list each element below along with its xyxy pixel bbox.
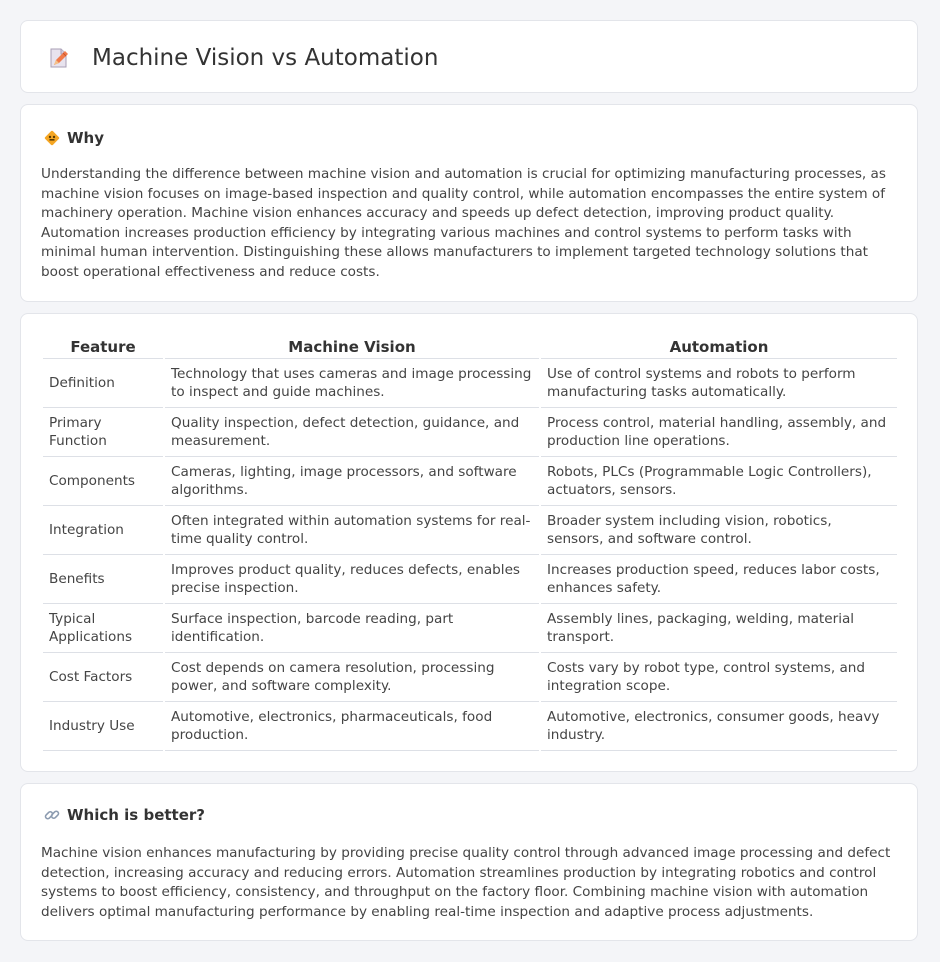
automation-cell: Costs vary by robot type, control systems, and integration scope. (541, 653, 897, 702)
automation-cell: Increases production speed, reduces labor costs, enhances safety. (541, 555, 897, 604)
feature-cell: Integration (43, 506, 163, 555)
diamond-sign-icon (43, 129, 61, 147)
link-icon (43, 806, 61, 824)
feature-cell: Industry Use (43, 702, 163, 751)
feature-cell: Primary Function (43, 408, 163, 457)
automation-cell: Broader system including vision, robotics, sensors, and software control. (541, 506, 897, 555)
table-row (43, 359, 897, 408)
header-card (20, 20, 918, 93)
table-row (43, 457, 897, 506)
automation-cell: Assembly lines, packaging, welding, material transport. (541, 604, 897, 653)
automation-cell: Automotive, electronics, consumer goods, heavy industry. (541, 702, 897, 751)
why-heading: Why (67, 129, 105, 147)
machine-vision-cell: Cost depends on camera resolution, processing power, and software complexity. (165, 653, 539, 702)
column-header-feature: Feature (43, 336, 163, 359)
better-text: Machine vision enhances manufacturing by providing precise quality control through advanced image processing and defect detection, increasing accuracy and reducing errors. Automation streamlines production by integrating robotics and control systems to boost efficiency, consistency, and throughput on the factory floor. Combining machine vision with automation delivers optimal manufacturing performance by enabling real-time inspection and adaptive process adjustments. (41, 845, 891, 920)
machine-vision-cell: Improves product quality, reduces defects, enables precise inspection. (165, 555, 539, 604)
table-row (43, 604, 897, 653)
better-heading: Which is better? (67, 806, 205, 824)
table-row (43, 653, 897, 702)
why-section (20, 104, 918, 302)
column-header-machine-vision: Machine Vision (165, 336, 539, 359)
automation-cell: Use of control systems and robots to perform manufacturing tasks automatically. (541, 359, 897, 408)
which-is-better-section (20, 783, 918, 941)
column-header-automation: Automation (541, 336, 897, 359)
better-heading-row (43, 806, 205, 824)
machine-vision-cell: Automotive, electronics, pharmaceuticals, food production. (165, 702, 539, 751)
feature-cell: Definition (43, 359, 163, 408)
feature-cell: Components (43, 457, 163, 506)
automation-cell: Robots, PLCs (Programmable Logic Controllers), actuators, sensors. (541, 457, 897, 506)
feature-cell: Typical Applications (43, 604, 163, 653)
table-row (43, 506, 897, 555)
table-header-row (43, 336, 897, 359)
pencil-doc-icon (47, 46, 71, 70)
comparison-table (41, 336, 899, 751)
machine-vision-cell: Surface inspection, barcode reading, part identification. (165, 604, 539, 653)
machine-vision-cell: Often integrated within automation systems for real-time quality control. (165, 506, 539, 555)
comparison-section (20, 313, 918, 772)
feature-cell: Cost Factors (43, 653, 163, 702)
table-row (43, 702, 897, 751)
table-row (43, 408, 897, 457)
table-row (43, 555, 897, 604)
feature-cell: Benefits (43, 555, 163, 604)
machine-vision-cell: Quality inspection, defect detection, guidance, and measurement. (165, 408, 539, 457)
automation-cell: Process control, material handling, assembly, and production line operations. (541, 408, 897, 457)
why-heading-row (43, 129, 104, 147)
why-text: Understanding the difference between machine vision and automation is crucial for optimizing manufacturing processes, as machine vision focuses on image-based inspection and quality control, while automation encompasses the entire system of machinery operation. Machine vision enhances accuracy and speeds up defect detection, improving product quality. Automation increases production efficiency by integrating various machines and control systems to perform tasks with minimal human intervention. Distinguishing these allows manufacturers to implement targeted technology solutions that boost operational effectiveness and reduce costs. (41, 166, 886, 280)
machine-vision-cell: Cameras, lighting, image processors, and software algorithms. (165, 457, 539, 506)
machine-vision-cell: Technology that uses cameras and image processing to inspect and guide machines. (165, 359, 539, 408)
page-title: Machine Vision vs Automation (92, 45, 439, 71)
